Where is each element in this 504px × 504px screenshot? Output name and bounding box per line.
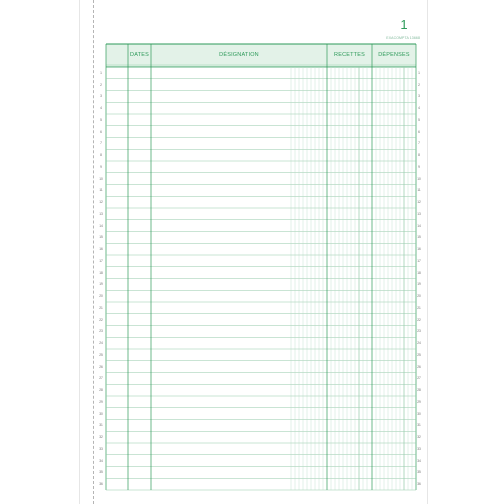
row-number-left: 25	[99, 352, 103, 357]
row-number-right: 25	[417, 352, 421, 357]
row-number-right: 17	[417, 258, 421, 263]
row-number-left: 11	[99, 188, 103, 193]
row-number-left: 28	[99, 388, 103, 393]
row-number-right: 35	[417, 470, 421, 475]
row-number-right: 32	[417, 435, 421, 440]
row-number-right: 6	[418, 129, 420, 134]
row-number-right: 8	[418, 153, 420, 158]
row-number-left: 27	[99, 376, 103, 381]
row-number-left: 18	[99, 270, 103, 275]
row-number-left: 32	[99, 435, 103, 440]
row-number-right: 18	[417, 270, 421, 275]
row-number-left: 22	[99, 317, 103, 322]
column-header-recettes: RECETTES	[334, 52, 365, 58]
row-number-right: 22	[417, 317, 421, 322]
row-number-left: 31	[99, 423, 103, 428]
row-number-left: 13	[99, 211, 103, 216]
row-number-right: 10	[417, 176, 421, 181]
row-number-left: 34	[99, 458, 103, 463]
row-number-right: 12	[417, 200, 421, 205]
row-number-left: 4	[100, 106, 102, 111]
row-number-right: 9	[418, 164, 420, 169]
row-number-left: 7	[100, 141, 102, 146]
row-number-right: 30	[417, 411, 421, 416]
row-number-left: 24	[99, 341, 103, 346]
header-under-band	[106, 64, 416, 67]
row-number-left: 14	[99, 223, 103, 228]
row-number-left: 12	[99, 200, 103, 205]
row-number-right: 23	[417, 329, 421, 334]
reference-code: EXACOMPTA 13668	[386, 36, 420, 40]
row-number-left: 1	[100, 70, 102, 75]
row-number-left: 8	[100, 153, 102, 158]
row-number-left: 2	[100, 82, 102, 87]
row-number-right: 1	[418, 70, 420, 75]
row-number-left: 23	[99, 329, 103, 334]
column-header-depenses: DÉPENSES	[378, 52, 410, 58]
row-number-right: 20	[417, 294, 421, 299]
row-number-left: 33	[99, 446, 103, 451]
row-number-right: 5	[418, 117, 420, 122]
row-number-right: 31	[417, 423, 421, 428]
row-number-left: 3	[100, 94, 102, 99]
row-number-right: 33	[417, 446, 421, 451]
row-number-left: 19	[99, 282, 103, 287]
row-number-left: 17	[99, 258, 103, 263]
row-number-right: 3	[418, 94, 420, 99]
row-number-left: 20	[99, 294, 103, 299]
row-number-right: 36	[417, 482, 421, 487]
row-number-left: 29	[99, 399, 103, 404]
row-number-right: 24	[417, 341, 421, 346]
page-number: 1	[400, 17, 408, 32]
row-number-left: 26	[99, 364, 103, 369]
row-number-left: 35	[99, 470, 103, 475]
row-number-right: 26	[417, 364, 421, 369]
row-number-right: 11	[417, 188, 421, 193]
row-number-right: 13	[417, 211, 421, 216]
row-number-left: 36	[99, 482, 103, 487]
row-number-right: 14	[417, 223, 421, 228]
row-number-right: 4	[418, 106, 420, 111]
row-number-right: 21	[417, 305, 421, 310]
row-number-left: 10	[99, 176, 103, 181]
row-number-right: 27	[417, 376, 421, 381]
row-number-right: 28	[417, 388, 421, 393]
row-number-left: 21	[99, 305, 103, 310]
row-number-left: 9	[100, 164, 102, 169]
row-number-right: 7	[418, 141, 420, 146]
row-number-right: 34	[417, 458, 421, 463]
row-number-right: 19	[417, 282, 421, 287]
row-number-left: 16	[99, 247, 103, 252]
row-number-left: 6	[100, 129, 102, 134]
row-number-right: 16	[417, 247, 421, 252]
row-number-left: 15	[99, 235, 103, 240]
row-number-left: 30	[99, 411, 103, 416]
row-number-right: 2	[418, 82, 420, 87]
column-header-dates: DATES	[130, 52, 149, 58]
row-number-left: 5	[100, 117, 102, 122]
row-number-right: 29	[417, 399, 421, 404]
column-header-designation: DÉSIGNATION	[219, 52, 259, 58]
row-number-right: 15	[417, 235, 421, 240]
